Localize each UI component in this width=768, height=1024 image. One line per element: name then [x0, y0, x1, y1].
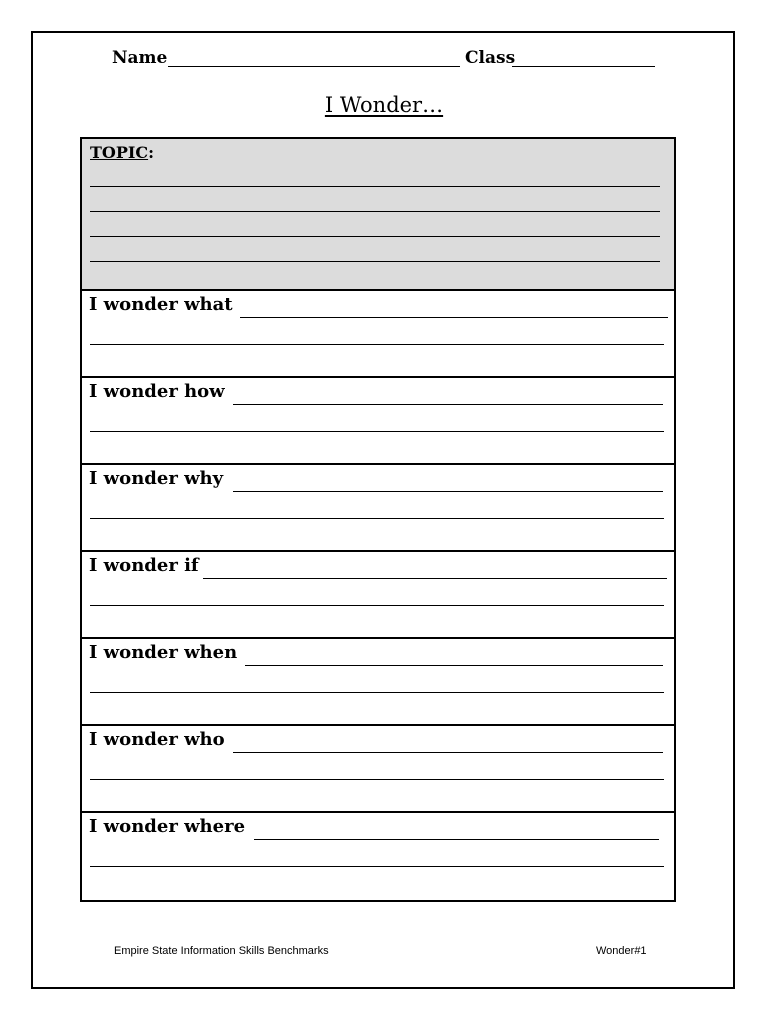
- wonder-table: [80, 137, 676, 902]
- footer-page-id: Wonder#1: [596, 945, 647, 957]
- footer-source: Empire State Information Skills Benchmarks: [114, 945, 329, 957]
- wonder-row-why: [82, 465, 674, 552]
- class-blank-line[interactable]: [512, 66, 655, 67]
- wonder-row-how: [82, 378, 674, 465]
- topic-line-2[interactable]: [90, 211, 660, 212]
- wonder-row-when: [82, 639, 674, 726]
- name-class-header: [112, 48, 657, 70]
- name-blank-line[interactable]: [168, 66, 460, 67]
- wonder-row-where: [82, 813, 674, 900]
- answer-line-how-1[interactable]: [233, 404, 663, 405]
- page-title: [0, 93, 768, 117]
- answer-line-if-2[interactable]: [90, 605, 664, 606]
- answer-line-how-2[interactable]: [90, 431, 664, 432]
- name-label: Name: [112, 48, 168, 68]
- wonder-row-what: [82, 291, 674, 378]
- answer-line-why-1[interactable]: [233, 491, 663, 492]
- wonder-row-who: [82, 726, 674, 813]
- answer-line-where-2[interactable]: [90, 866, 664, 867]
- prompt-why: I wonder why: [89, 468, 224, 489]
- wonder-row-if: [82, 552, 674, 639]
- answer-line-when-1[interactable]: [245, 665, 663, 666]
- answer-line-if-1[interactable]: [203, 578, 667, 579]
- class-label: Class: [465, 48, 516, 68]
- prompt-when: I wonder when: [89, 642, 238, 663]
- prompt-what: I wonder what: [89, 294, 233, 315]
- page-title-text: I Wonder…: [324, 93, 444, 117]
- topic-line-4[interactable]: [90, 261, 660, 262]
- answer-line-when-2[interactable]: [90, 692, 664, 693]
- topic-line-3[interactable]: [90, 236, 660, 237]
- topic-section: [82, 139, 674, 291]
- answer-line-who-2[interactable]: [90, 779, 664, 780]
- answer-line-where-1[interactable]: [254, 839, 659, 840]
- topic-line-1[interactable]: [90, 186, 660, 187]
- answer-line-what-1[interactable]: [240, 317, 668, 318]
- answer-line-who-1[interactable]: [233, 752, 663, 753]
- prompt-how: I wonder how: [89, 381, 225, 402]
- answer-line-why-2[interactable]: [90, 518, 664, 519]
- topic-label: TOPIC:: [90, 143, 154, 162]
- answer-line-what-2[interactable]: [90, 344, 664, 345]
- prompt-if: I wonder if: [89, 555, 199, 576]
- prompt-where: I wonder where: [89, 816, 246, 837]
- prompt-who: I wonder who: [89, 729, 225, 750]
